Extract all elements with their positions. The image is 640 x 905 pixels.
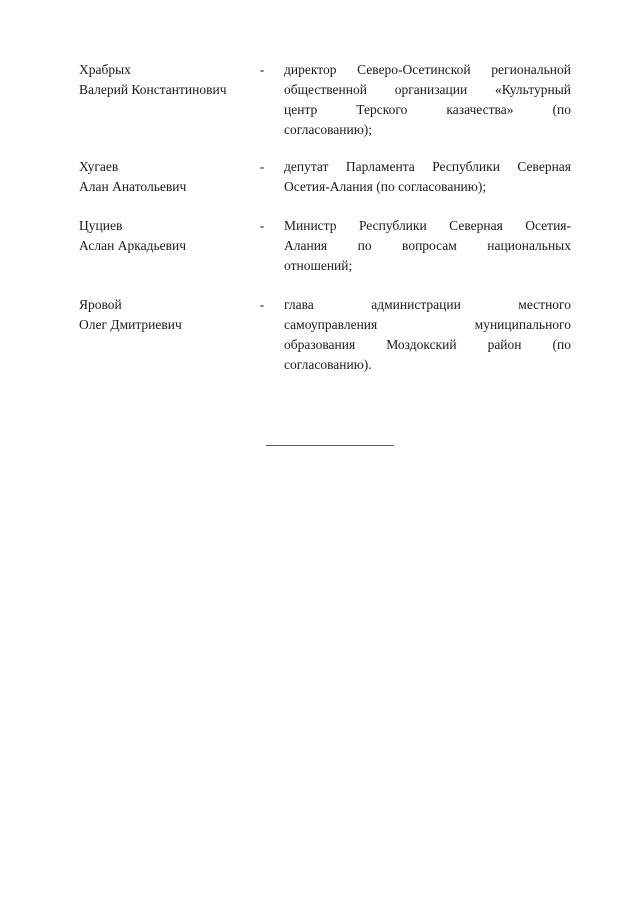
separator-dash: - [259, 297, 265, 312]
member-role [284, 157, 571, 197]
role-line: согласованию). [284, 357, 372, 372]
role-line: образования Моздокский район (по [284, 337, 571, 352]
member-name [79, 295, 259, 335]
member-name [79, 216, 259, 256]
member-surname: Храбрых [79, 62, 131, 77]
role-line: Алания по вопросам национальных [284, 238, 571, 253]
role-line: центр Терского казачества» (по [284, 102, 571, 117]
end-of-list-rule [266, 445, 394, 446]
member-given-names: Валерий Константинович [79, 82, 227, 97]
member-role [284, 60, 571, 140]
member-surname: Яровой [79, 297, 122, 312]
role-line: Министр Республики Северная Осетия- [284, 218, 571, 233]
separator-dash: - [259, 62, 265, 77]
role-line: Осетия-Алания (по согласованию); [284, 179, 487, 194]
member-role [284, 216, 571, 276]
member-role [284, 295, 571, 375]
member-name [79, 60, 259, 100]
role-line: депутат Парламента Республики Северная [284, 159, 571, 174]
role-line: согласованию); [284, 122, 373, 137]
member-surname: Цуциев [79, 218, 123, 233]
member-surname: Хугаев [79, 159, 119, 174]
member-given-names: Олег Дмитриевич [79, 317, 182, 332]
role-line: самоуправления муниципального [284, 317, 571, 332]
separator-dash: - [259, 218, 265, 233]
separator-dash: - [259, 159, 265, 174]
role-line: директор Северо-Осетинской региональной [284, 62, 571, 77]
role-line: отношений; [284, 258, 353, 273]
member-name [79, 157, 259, 197]
role-line: глава администрации местного [284, 297, 571, 312]
role-line: общественной организации «Культурный [284, 82, 571, 97]
member-given-names: Алан Анатольевич [79, 179, 187, 194]
member-given-names: Аслан Аркадьевич [79, 238, 186, 253]
